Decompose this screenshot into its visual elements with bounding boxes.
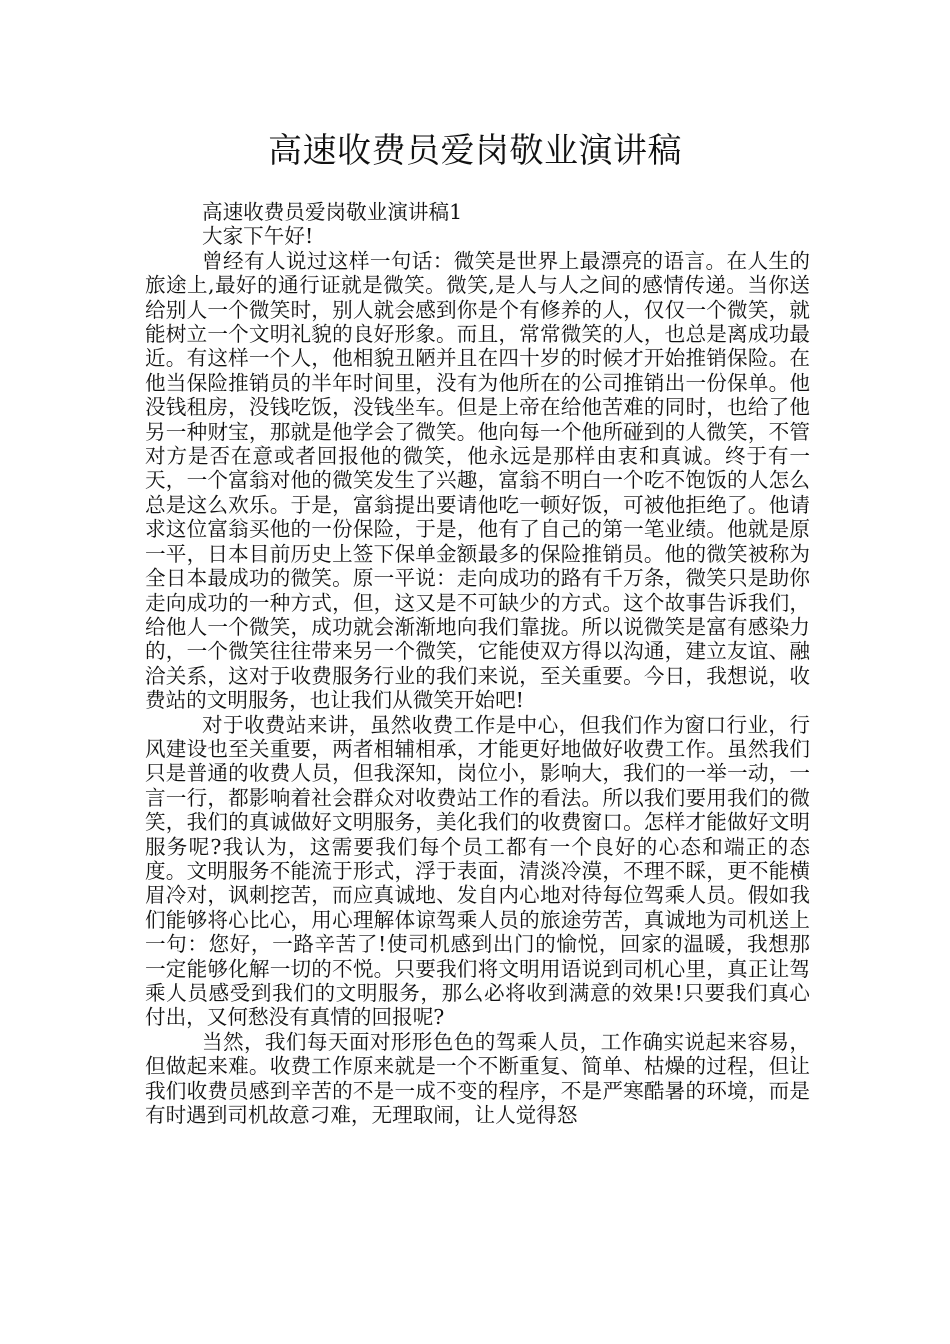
document-body: [145, 200, 810, 1127]
paragraph-2: 对于收费站来讲，虽然收费工作是中心，但我们作为窗口行业，行风建设也至关重要，两者相辅相承，才能更好地做好收费工作。虽然我们只是普通的收费人员，但我深知，岗位小，影响大，我们的一举一动，一言一行，都影响着社会群众对收费站工作的看法。所以我们要用我们的微笑，我们的真诚做好文明服务，美化我们的收费窗口。怎样才能做好文明服务呢?我认为，这需要我们每个员工都有一个良好的心态和端正的态度。文明服务不能流于形式，浮于表面，清淡冷漠，不理不睬，更不能横眉冷对，讽刺挖苦，而应真诚地、发自内心地对待每位驾乘人员。假如我们能够将心比心，用心理解体谅驾乘人员的旅途劳苦，真诚地为司机送上一句：您好，一路辛苦了!使司机感到出门的愉悦，回家的温暖，我想那一定能够化解一切的不悦。只要我们将文明用语说到司机心里，真正让驾乘人员感受到我们的文明服务，那么必将收到满意的效果!只要我们真心付出，又何愁没有真情的回报呢?: [145, 712, 810, 1030]
paragraph-3: 当然，我们每天面对形形色色的驾乘人员，工作确实说起来容易，但做起来难。收费工作原来就是一个不断重复、简单、枯燥的过程，但让我们收费员感到辛苦的不是一成不变的程序，不是严寒酷暑的环境，而是有时遇到司机故意刁难，无理取闹，让人觉得怒: [145, 1029, 810, 1128]
document-title: 高速收费员爱岗敬业演讲稿: [268, 131, 682, 171]
paragraph-1: 曾经有人说过这样一句话：微笑是世界上最漂亮的语言。在人生的旅途上,最好的通行证就是微笑。微笑,是人与人之间的感情传递。当你送给别人一个微笑时，别人就会感到你是个有修养的人，仅仅一个微笑，就能树立一个文明礼貌的良好形象。而且，常常微笑的人，也总是离成功最近。有这样一个人，他相貌丑陋并且在四十岁的时候才开始推销保险。在他当保险推销员的半年时间里，没有为他所在的公司推销出一份保单。他没钱租房，没钱吃饭，没钱坐车。但是上帝在给他苦难的同时，也给了他另一种财宝，那就是他学会了微笑。他向每一个他所碰到的人微笑，不管对方是否在意或者回报他的微笑，他永远是那样由衷和真诚。终于有一天，一个富翁对他的微笑发生了兴趣，富翁不明白一个吃不饱饭的人怎么总是这么欢乐。于是，富翁提出要请他吃一顿好饭，可被他拒绝了。他请求这位富翁买他的一份保险，于是，他有了自己的第一笔业绩。他就是原一平，日本目前历史上签下保单金额最多的保险推销员。他的微笑被称为全日本最成功的微笑。原一平说：走向成功的路有千万条，微笑只是助你走向成功的一种方式，但，这又是不可缺少的方式。这个故事告诉我们，给他人一个微笑，成功就会渐渐地向我们靠拢。所以说微笑是富有感染力的，一个微笑往往带来另一个微笑，它能使双方得以沟通，建立友谊、融洽关系，这对于收费服务行业的我们来说，至关重要。今日，我想说，收费站的文明服务，也让我们从微笑开始吧!: [145, 248, 810, 713]
greeting: 大家下午好!: [202, 224, 314, 249]
document-subtitle: 高速收费员爱岗敬业演讲稿1: [202, 200, 463, 224]
